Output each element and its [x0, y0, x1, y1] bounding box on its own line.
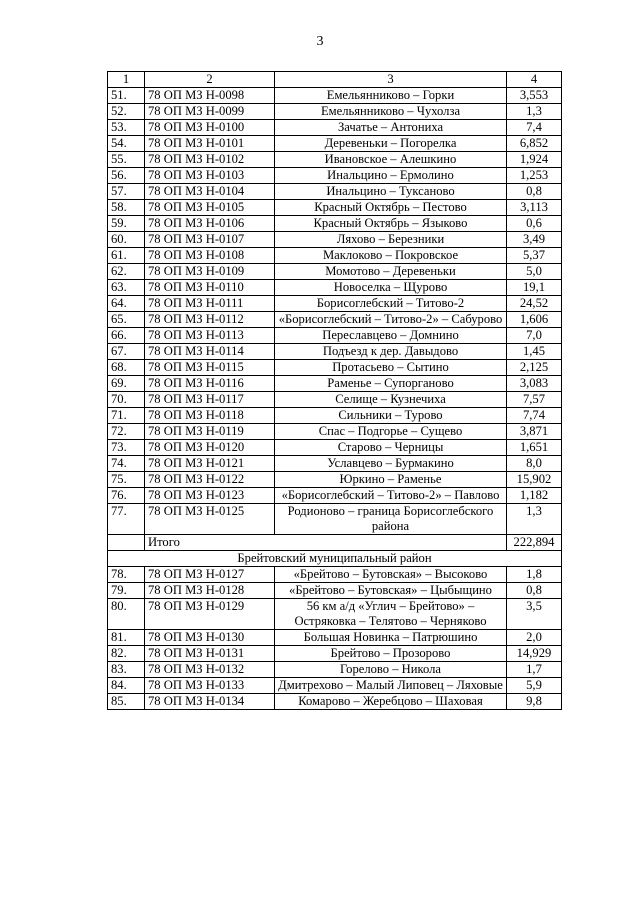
road-id: 78 ОП МЗ Н-0129: [145, 599, 275, 630]
road-id: 78 ОП МЗ Н-0133: [145, 678, 275, 694]
table-row: [108, 88, 562, 104]
row-number: 53.: [108, 120, 145, 136]
road-name: Инальцино – Ермолино: [275, 168, 507, 184]
row-number: 51.: [108, 88, 145, 104]
table-row: [108, 646, 562, 662]
road-id: 78 ОП МЗ Н-0101: [145, 136, 275, 152]
table-row: [108, 104, 562, 120]
road-name: Красный Октябрь – Пестово: [275, 200, 507, 216]
road-name: Уславцево – Бурмакино: [275, 456, 507, 472]
road-length: 19,1: [507, 280, 562, 296]
road-name: Брейтово – Прозорово: [275, 646, 507, 662]
road-id: 78 ОП МЗ Н-0106: [145, 216, 275, 232]
road-name: Ляхово – Березники: [275, 232, 507, 248]
header-cell: 4: [507, 72, 562, 88]
road-id: 78 ОП МЗ Н-0100: [145, 120, 275, 136]
row-number: 59.: [108, 216, 145, 232]
row-number: 58.: [108, 200, 145, 216]
road-name: «Брейтово – Бутовская» – Высоково: [275, 567, 507, 583]
road-id: 78 ОП МЗ Н-0112: [145, 312, 275, 328]
table-row: [108, 392, 562, 408]
row-number: 72.: [108, 424, 145, 440]
road-length: 1,7: [507, 662, 562, 678]
roads-table: [107, 71, 562, 710]
road-id: 78 ОП МЗ Н-0118: [145, 408, 275, 424]
road-id: 78 ОП МЗ Н-0130: [145, 630, 275, 646]
road-id: 78 ОП МЗ Н-0113: [145, 328, 275, 344]
road-name: Борисоглебский – Титово-2: [275, 296, 507, 312]
table-row: [108, 599, 562, 630]
section-row: [108, 551, 562, 567]
road-length: 3,871: [507, 424, 562, 440]
road-id: 78 ОП МЗ Н-0123: [145, 488, 275, 504]
road-length: 0,8: [507, 184, 562, 200]
road-length: 1,253: [507, 168, 562, 184]
road-name: Старово – Черницы: [275, 440, 507, 456]
road-id: 78 ОП МЗ Н-0114: [145, 344, 275, 360]
table-row: [108, 583, 562, 599]
road-length: 8,0: [507, 456, 562, 472]
road-id: 78 ОП МЗ Н-0108: [145, 248, 275, 264]
empty-cell: [108, 535, 145, 551]
road-id: 78 ОП МЗ Н-0122: [145, 472, 275, 488]
table-row: [108, 456, 562, 472]
table-row: [108, 678, 562, 694]
row-number: 55.: [108, 152, 145, 168]
road-name: Зачатье – Антониха: [275, 120, 507, 136]
road-name: Раменье – Супорганово: [275, 376, 507, 392]
road-name: Комарово – Жеребцово – Шаховая: [275, 694, 507, 710]
table-row: [108, 296, 562, 312]
road-length: 5,9: [507, 678, 562, 694]
road-length: 6,852: [507, 136, 562, 152]
road-name: Емельянниково – Горки: [275, 88, 507, 104]
header-cell: 3: [275, 72, 507, 88]
road-name: Подъезд к дер. Давыдово: [275, 344, 507, 360]
road-id: 78 ОП МЗ Н-0121: [145, 456, 275, 472]
table-row: [108, 168, 562, 184]
row-number: 62.: [108, 264, 145, 280]
table-row: [108, 328, 562, 344]
table-row: [108, 424, 562, 440]
table-row: [108, 136, 562, 152]
table-row: [108, 567, 562, 583]
row-number: 75.: [108, 472, 145, 488]
road-id: 78 ОП МЗ Н-0110: [145, 280, 275, 296]
road-name: Спас – Подгорье – Сущево: [275, 424, 507, 440]
road-length: 9,8: [507, 694, 562, 710]
road-id: 78 ОП МЗ Н-0120: [145, 440, 275, 456]
total-label: Итого: [145, 535, 507, 551]
road-name: Селище – Кузнечиха: [275, 392, 507, 408]
row-number: 79.: [108, 583, 145, 599]
road-length: 5,37: [507, 248, 562, 264]
table-row: [108, 248, 562, 264]
road-id: 78 ОП МЗ Н-0102: [145, 152, 275, 168]
road-length: 7,74: [507, 408, 562, 424]
road-name: Инальцино – Туксаново: [275, 184, 507, 200]
road-name: Горелово – Никола: [275, 662, 507, 678]
road-length: 3,113: [507, 200, 562, 216]
road-length: 5,0: [507, 264, 562, 280]
table-row: [108, 344, 562, 360]
road-length: 0,6: [507, 216, 562, 232]
row-number: 74.: [108, 456, 145, 472]
table-row: [108, 472, 562, 488]
road-length: 3,49: [507, 232, 562, 248]
road-id: 78 ОП МЗ Н-0128: [145, 583, 275, 599]
table-row: [108, 662, 562, 678]
total-row: [108, 535, 562, 551]
road-length: 14,929: [507, 646, 562, 662]
road-id: 78 ОП МЗ Н-0132: [145, 662, 275, 678]
road-id: 78 ОП МЗ Н-0104: [145, 184, 275, 200]
row-number: 80.: [108, 599, 145, 630]
table-row: [108, 216, 562, 232]
row-number: 78.: [108, 567, 145, 583]
row-number: 82.: [108, 646, 145, 662]
row-number: 56.: [108, 168, 145, 184]
row-number: 85.: [108, 694, 145, 710]
road-length: 1,8: [507, 567, 562, 583]
row-number: 69.: [108, 376, 145, 392]
row-number: 77.: [108, 504, 145, 535]
road-id: 78 ОП МЗ Н-0116: [145, 376, 275, 392]
table-row: [108, 440, 562, 456]
road-id: 78 ОП МЗ Н-0103: [145, 168, 275, 184]
road-length: 7,4: [507, 120, 562, 136]
road-length: 0,8: [507, 583, 562, 599]
road-id: 78 ОП МЗ Н-0105: [145, 200, 275, 216]
road-length: 24,52: [507, 296, 562, 312]
table-row: [108, 360, 562, 376]
table-row: [108, 504, 562, 535]
road-id: 78 ОП МЗ Н-0099: [145, 104, 275, 120]
header-cell: 2: [145, 72, 275, 88]
road-name: Маклоково – Покровское: [275, 248, 507, 264]
road-id: 78 ОП МЗ Н-0131: [145, 646, 275, 662]
row-number: 68.: [108, 360, 145, 376]
row-number: 66.: [108, 328, 145, 344]
road-name: Емельянниково – Чухолза: [275, 104, 507, 120]
road-name: Ивановское – Алешкино: [275, 152, 507, 168]
row-number: 60.: [108, 232, 145, 248]
section-title: Брейтовский муниципальный район: [108, 551, 562, 567]
table-row: [108, 264, 562, 280]
road-id: 78 ОП МЗ Н-0115: [145, 360, 275, 376]
road-id: 78 ОП МЗ Н-0125: [145, 504, 275, 535]
row-number: 67.: [108, 344, 145, 360]
road-id: 78 ОП МЗ Н-0109: [145, 264, 275, 280]
road-id: 78 ОП МЗ Н-0111: [145, 296, 275, 312]
road-length: 2,0: [507, 630, 562, 646]
road-id: 78 ОП МЗ Н-0117: [145, 392, 275, 408]
road-id: 78 ОП МЗ Н-0127: [145, 567, 275, 583]
row-number: 64.: [108, 296, 145, 312]
road-length: 1,606: [507, 312, 562, 328]
road-length: 2,125: [507, 360, 562, 376]
row-number: 76.: [108, 488, 145, 504]
road-name: 56 км а/д «Углич – Брейтово» – Остряковка – Телятово – Черняково: [275, 599, 507, 630]
page-number: 3: [316, 34, 324, 49]
header-cell: 1: [108, 72, 145, 88]
road-name: «Борисоглебский – Титово-2» – Павлово: [275, 488, 507, 504]
table-row: [108, 200, 562, 216]
table-row: [108, 408, 562, 424]
road-length: 3,5: [507, 599, 562, 630]
table-row: [108, 120, 562, 136]
road-name: Юркино – Раменье: [275, 472, 507, 488]
row-number: 61.: [108, 248, 145, 264]
row-number: 57.: [108, 184, 145, 200]
row-number: 54.: [108, 136, 145, 152]
road-length: 7,0: [507, 328, 562, 344]
road-name: «Брейтово – Бутовская» – Цыбыщино: [275, 583, 507, 599]
road-name: Переславцево – Домнино: [275, 328, 507, 344]
row-number: 83.: [108, 662, 145, 678]
road-name: Дмитрехово – Малый Липовец – Ляховые: [275, 678, 507, 694]
road-length: 1,182: [507, 488, 562, 504]
road-length: 3,553: [507, 88, 562, 104]
row-number: 81.: [108, 630, 145, 646]
row-number: 52.: [108, 104, 145, 120]
table-row: [108, 376, 562, 392]
road-length: 1,651: [507, 440, 562, 456]
row-number: 84.: [108, 678, 145, 694]
road-id: 78 ОП МЗ Н-0119: [145, 424, 275, 440]
road-id: 78 ОП МЗ Н-0107: [145, 232, 275, 248]
road-length: 15,902: [507, 472, 562, 488]
row-number: 71.: [108, 408, 145, 424]
road-name: Большая Новинка – Патрюшино: [275, 630, 507, 646]
road-id: 78 ОП МЗ Н-0098: [145, 88, 275, 104]
table-row: [108, 312, 562, 328]
table-row: [108, 488, 562, 504]
road-length: 1,3: [507, 104, 562, 120]
road-name: Новоселка – Щурово: [275, 280, 507, 296]
road-name: Красный Октябрь – Языково: [275, 216, 507, 232]
road-length: 7,57: [507, 392, 562, 408]
table-row: [108, 694, 562, 710]
road-name: Сильники – Турово: [275, 408, 507, 424]
road-length: 3,083: [507, 376, 562, 392]
road-name: Родионово – граница Борисоглебского района: [275, 504, 507, 535]
road-length: 1,45: [507, 344, 562, 360]
row-number: 73.: [108, 440, 145, 456]
road-name: Деревеньки – Погорелка: [275, 136, 507, 152]
road-length: 1,924: [507, 152, 562, 168]
table-row: [108, 152, 562, 168]
road-id: 78 ОП МЗ Н-0134: [145, 694, 275, 710]
total-value: 222,894: [507, 535, 562, 551]
table-header-row: [108, 72, 562, 88]
road-name: Протасьево – Сытино: [275, 360, 507, 376]
table-row: [108, 280, 562, 296]
row-number: 70.: [108, 392, 145, 408]
road-name: «Борисоглебский – Титово-2» – Сабурово: [275, 312, 507, 328]
table-row: [108, 184, 562, 200]
table-row: [108, 630, 562, 646]
row-number: 65.: [108, 312, 145, 328]
road-length: 1,3: [507, 504, 562, 535]
road-name: Момотово – Деревеньки: [275, 264, 507, 280]
row-number: 63.: [108, 280, 145, 296]
table-row: [108, 232, 562, 248]
